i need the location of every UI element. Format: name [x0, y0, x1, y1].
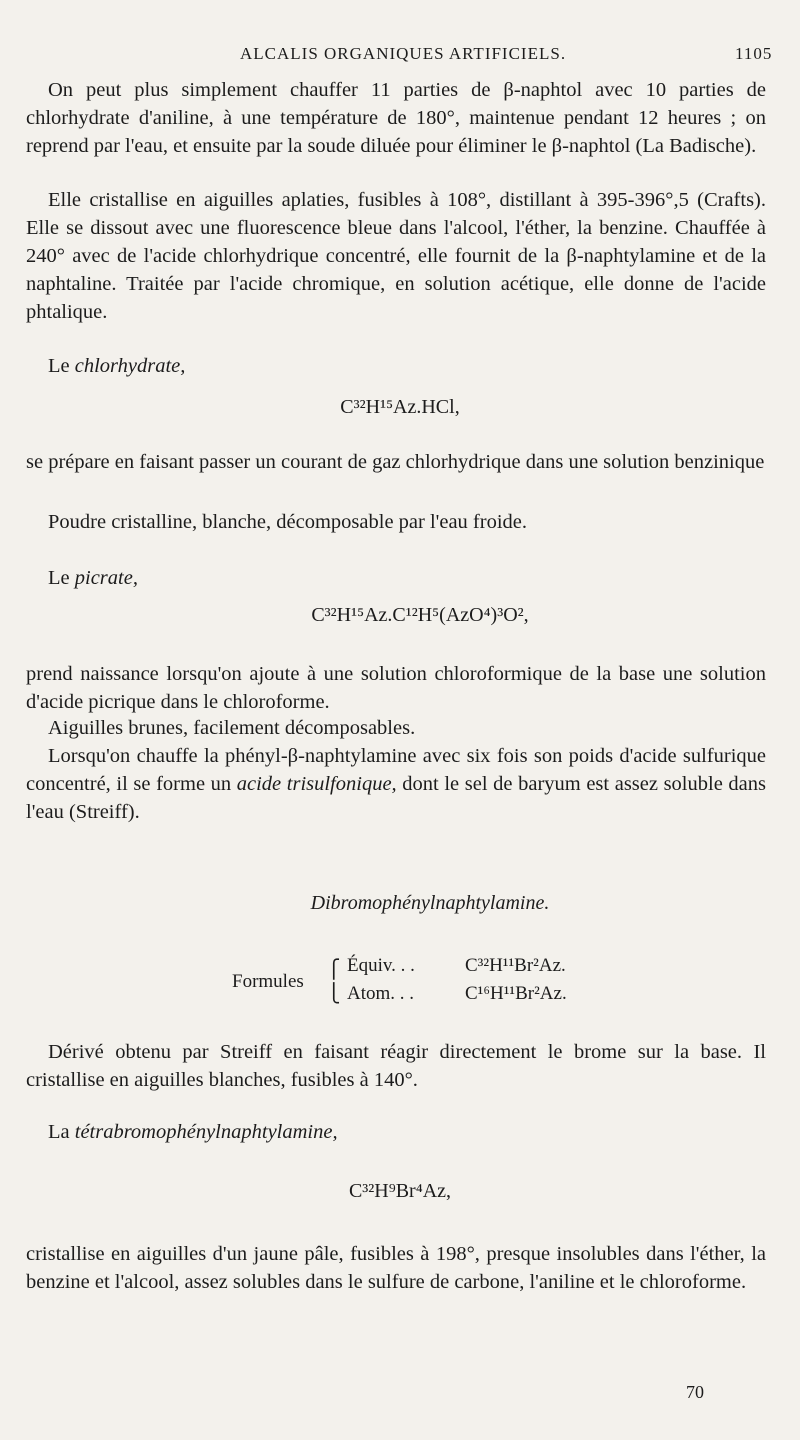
- trisulfonic-text-b: dont le sel de baryum est assez soluble dans l'eau (Streiff).: [26, 773, 766, 823]
- chlorhydrate-intro: [26, 352, 766, 380]
- formulas-brace: ⎧ ⎩: [327, 959, 341, 1003]
- paragraph-trisulfonic: [26, 742, 766, 826]
- header-title: ALCALIS ORGANIQUES ARTIFICIELS.: [240, 44, 567, 63]
- section-title: Dibromophénylnaphtylamine.: [310, 892, 550, 914]
- paragraph-dibromo-desc: Dérivé obtenu par Streiff en faisant réagir directement le brome sur la base. Il cristallise en aiguilles blanches, fusibles à 140°.: [26, 1041, 766, 1091]
- atom-row: [347, 983, 567, 1005]
- paragraph-preparation: On peut plus simplement chauffer 11 parties de β-naphtol avec 10 parties de chlorhydrate d'aniline, à une température de 180°, maintenue pendant 12 heures ; on reprend par l'eau, et ensuite par la soude diluée pour éliminer le β-naphtol (La Badische).: [26, 79, 766, 157]
- equiv-formula: C³²H¹¹Br²Az.: [465, 955, 566, 976]
- equiv-label: Équiv. . .: [347, 955, 415, 976]
- paragraph-chlorhydrate-desc: Poudre cristalline, blanche, décomposable par l'eau froide.: [48, 511, 527, 533]
- tetrabromo-intro: [26, 1118, 766, 1146]
- picrate-intro: [26, 564, 766, 592]
- chlorhydrate-formula: C³²H¹⁵Az.HCl,: [340, 396, 460, 418]
- paragraph-picrate-desc: Aiguilles brunes, facilement décomposables.: [48, 717, 416, 739]
- picrate-term: picrate,: [74, 567, 138, 589]
- page-number: 1105: [735, 44, 773, 63]
- running-header: [0, 44, 800, 70]
- picrate-formula: C³²H¹⁵Az.C¹²H⁵(AzO⁴)³O²,: [311, 604, 529, 626]
- trisulfonic-text-a: Lorsqu'on chauffe la phényl-β-naphtylamine avec six fois son poids d'acide sulfurique concentré, il se forme un: [26, 745, 766, 795]
- atom-formula: C¹⁶H¹¹Br²Az.: [465, 983, 567, 1004]
- tetrabromo-term: tétrabromophénylnaphtylamine,: [74, 1121, 338, 1143]
- paragraph-properties: Elle cristallise en aiguilles aplaties, fusibles à 108°, distillant à 395-396°,5 (Crafts). Elle se dissout avec une fluorescence bleue dans l'alcool, l'éther, la benzine. Chauffée à 240° avec de l'acide chlorhydrique concentré, elle fournit de la β-naphtylamine et de la naphtaline. Traitée par l'acide chromique, en solution acétique, elle donne de l'acide phtalique.: [26, 189, 766, 323]
- formulas-label: Formules: [232, 971, 304, 992]
- signature-mark: 70: [686, 1382, 704, 1402]
- paragraph-tetrabromo-desc: cristallise en aiguilles d'un jaune pâle, fusibles à 198°, presque insolubles dans l'éther, la benzine et l'alcool, assez solubles dans le sulfure de carbone, l'aniline et le chloroforme.: [26, 1243, 766, 1293]
- chlorhydrate-term: chlorhydrate,: [74, 355, 186, 377]
- equiv-row: [347, 955, 566, 977]
- tetrabromo-formula: C³²H⁹Br⁴Az,: [348, 1180, 452, 1202]
- atom-label: Atom. . .: [347, 983, 415, 1004]
- chlorhydrate-prefix: Le: [48, 355, 75, 377]
- picrate-prefix: Le: [48, 567, 75, 589]
- paragraph-chlorhydrate-prep: se prépare en faisant passer un courant de gaz chlorhydrique dans une solution benzinique: [26, 451, 765, 473]
- trisulfonic-term: acide trisulfonique,: [236, 773, 397, 795]
- paragraph-picrate-prep: prend naissance lorsqu'on ajoute à une solution chloroformique de la base une solution d'acide picrique dans le chloroforme.: [26, 663, 766, 713]
- tetrabromo-prefix: La: [48, 1121, 75, 1143]
